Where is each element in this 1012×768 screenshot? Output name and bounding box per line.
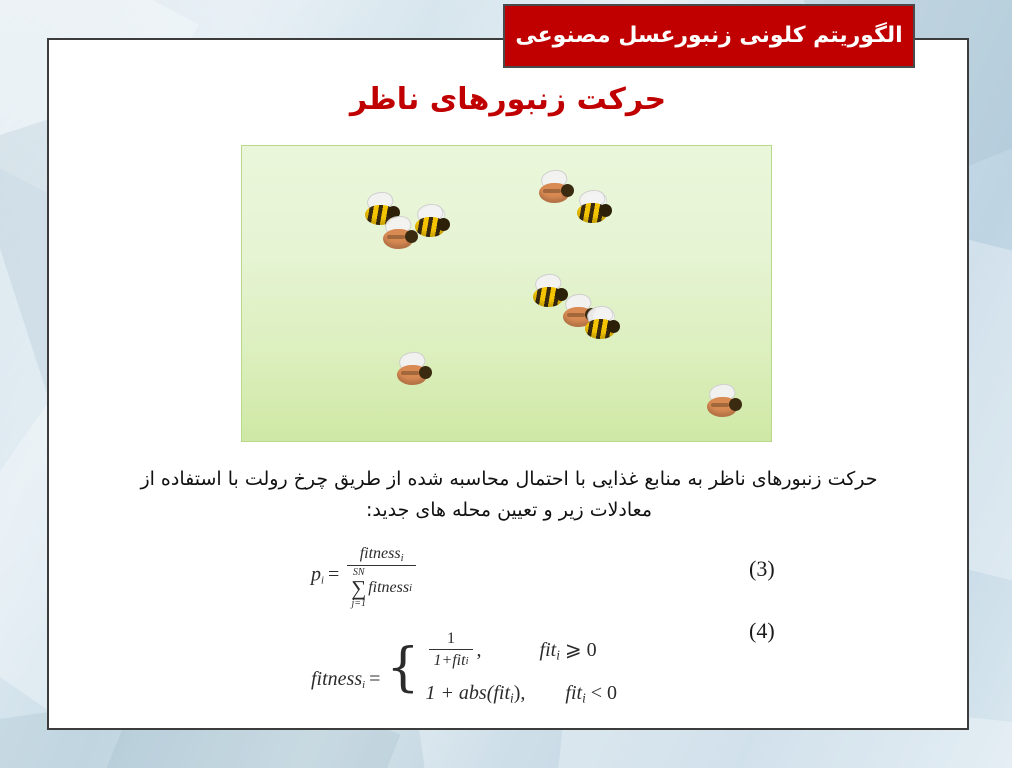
eq4-case1-cond-rel: ⩾ 0 bbox=[564, 638, 597, 661]
eq3-lhs: p bbox=[311, 563, 321, 586]
eq4-lhs-sub: i bbox=[362, 679, 366, 691]
eq3-sum-lower: j=1 bbox=[351, 597, 366, 609]
eq4-case2-value-tail: ), bbox=[513, 682, 526, 704]
eq4-case1-den: 1+fit bbox=[433, 652, 466, 669]
eq4-brace: { bbox=[386, 638, 420, 699]
bee-icon bbox=[701, 385, 747, 425]
eq3-lhs-sub: i bbox=[321, 575, 324, 587]
figure-background bbox=[241, 145, 772, 442]
eq3-denominator-sub: i bbox=[409, 582, 413, 594]
slide-content-card bbox=[47, 38, 969, 730]
header-banner bbox=[503, 4, 915, 68]
eq4-case-1 bbox=[425, 630, 617, 670]
bee-icon bbox=[571, 191, 617, 231]
equation-3 bbox=[311, 545, 420, 609]
eq4-case-2 bbox=[425, 682, 617, 707]
eq3-equals: = bbox=[327, 563, 340, 586]
eq3-numerator: fitness bbox=[359, 545, 401, 562]
bee-icon bbox=[579, 307, 625, 347]
equation-4 bbox=[311, 630, 617, 707]
page-title: حرکت زنبورهای ناظر bbox=[349, 82, 667, 117]
eq4-case1-den-sub: i bbox=[465, 655, 469, 667]
eq3-fraction bbox=[347, 545, 416, 609]
eq3-sum-upper: SN bbox=[352, 566, 365, 578]
header-banner-title: الگوریتم کلونی زنبورعسل مصنوعی bbox=[515, 22, 903, 48]
body-paragraph: حرکت زنبورهای ناظر به منابع غذایی با احتمال محاسبه شده از طریق چرخ رولت با استفاده از معادلات زیر و تعیین محله های جدید: bbox=[140, 468, 878, 522]
bee-icon bbox=[409, 205, 455, 245]
bee-field-figure bbox=[241, 145, 772, 442]
eq3-sigma-symbol: ∑ bbox=[351, 575, 367, 600]
eq3-summation bbox=[351, 568, 366, 609]
eq4-equals: = bbox=[369, 668, 381, 691]
bee-icon bbox=[391, 353, 437, 393]
equation-3-number: (3) bbox=[749, 556, 775, 581]
eq4-case2-cond-sub: i bbox=[582, 690, 586, 706]
eq4-lhs: fitness bbox=[311, 668, 363, 691]
eq4-case2-cond-rel: < 0 bbox=[590, 682, 618, 704]
equation-4-number: (4) bbox=[749, 618, 775, 643]
eq3-numerator-sub: i bbox=[400, 552, 404, 564]
eq3-denominator: fitness bbox=[368, 579, 410, 597]
eq4-case2-cond: fit bbox=[565, 682, 583, 704]
eq4-cases bbox=[384, 630, 617, 707]
eq4-case1-cond: fit bbox=[539, 638, 557, 661]
eq4-case2-value: 1 + abs(fit bbox=[425, 682, 511, 704]
eq4-case1-comma: , bbox=[476, 638, 482, 661]
eq4-case1-cond-sub: i bbox=[556, 647, 560, 663]
eq4-case1-num: 1 bbox=[446, 630, 455, 647]
eq4-case2-value-sub: i bbox=[510, 690, 514, 706]
